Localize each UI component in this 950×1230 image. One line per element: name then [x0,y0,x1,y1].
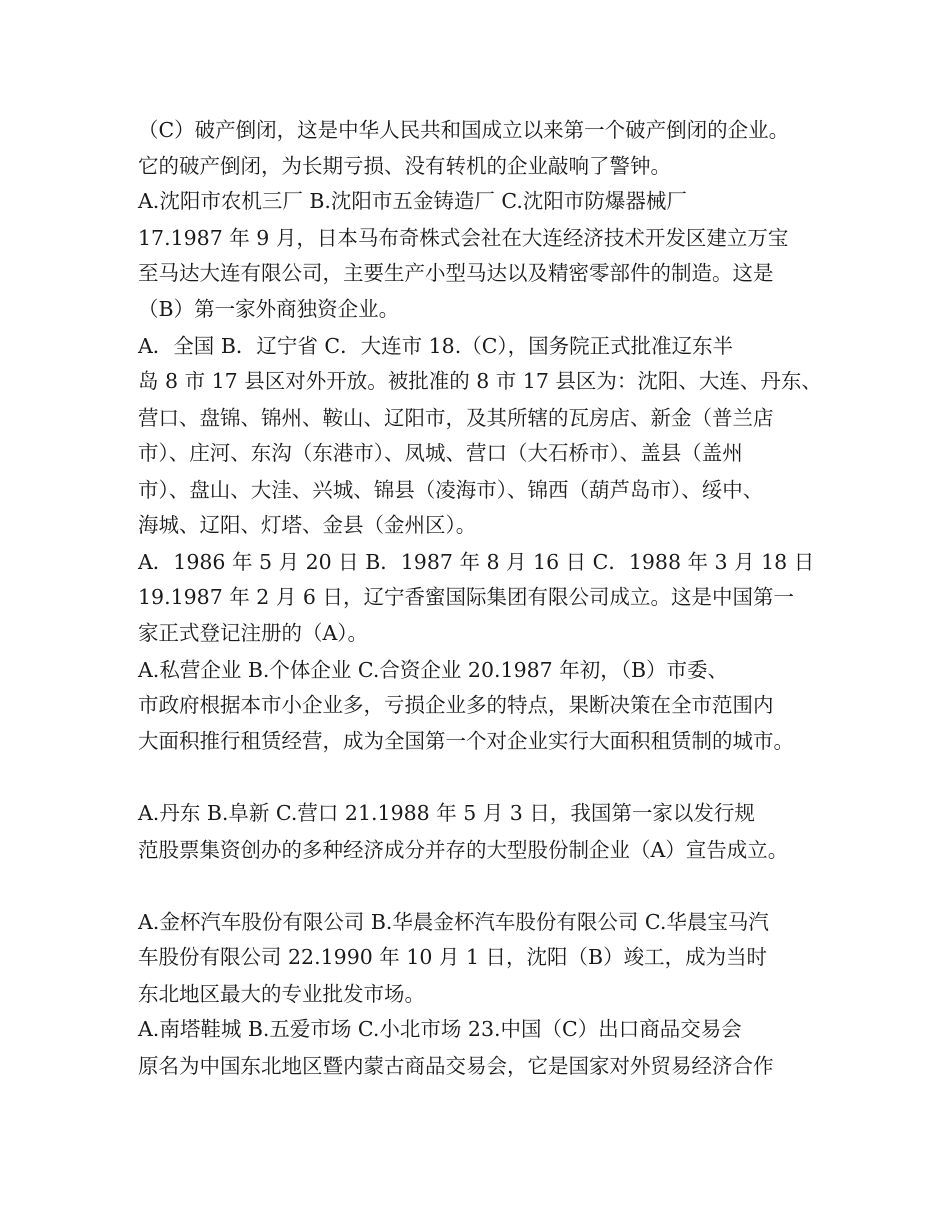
text-line: 东北地区最大的专业批发市场。 [138,982,425,1006]
text-line: A.私营企业 B.个体企业 C.合资企业 20.1987 年初，（B）市委、 [138,658,729,682]
text-line: 它的破产倒闭，为长期亏损、没有转机的企业敲响了警钟。 [138,154,671,178]
text-line: 海城、辽阳、灯塔、金县（金州区）。 [138,513,477,537]
text-line: 市政府根据本市小企业多，亏损企业多的特点，果断决策在全市范围内 [138,693,774,717]
text-line: 至马达大连有限公司，主要生产小型马达以及精密零部件的制造。这是 [138,261,774,285]
text-line: 原名为中国东北地区暨内蒙古商品交易会，它是国家对外贸易经济合作 [138,1054,774,1078]
text-line: 市）、盘山、大洼、兴城、锦县（凌海市）、锦西（葫芦岛市）、绥中、 [138,478,764,502]
text-line: A.金杯汽车股份有限公司 B.华晨金杯汽车股份有限公司 C.华晨宝马汽 [138,910,769,934]
text-line: A．1986 年 5 月 20 日 B．1987 年 8 月 16 日 C．1988 年 3 月 18 日 [138,550,815,574]
text-line: （C）破产倒闭，这是中华人民共和国成立以来第一个破产倒闭的企业。 [138,118,790,142]
text-line: 19.1987 年 2 月 6 日，辽宁香蜜国际集团有限公司成立。这是中国第一 [138,585,794,609]
text-line: 大面积推行租赁经营，成为全国第一个对企业实行大面积租赁制的城市。 [138,729,794,753]
text-line: 车股份有限公司 22.1990 年 10 月 1 日，沈阳（B）竣工，成为当时 [138,945,768,969]
text-line: 岛 8 市 17 县区对外开放。被批准的 8 市 17 县区为：沈阳、大连、丹东、 [138,369,822,393]
text-line: 范股票集资创办的多种经济成分并存的大型股份制企业（A）宣告成立。 [138,838,789,862]
text-line: 市）、庄河、东沟（东港市）、凤城、营口（大石桥市）、盖县（盖州 [138,441,743,465]
text-line: （B）第一家外商独资企业。 [138,297,400,321]
text-line: 17.1987 年 9 月，日本马布奇株式会社在大连经济技术开发区建立万宝 [138,226,789,250]
text-line: 家正式登记注册的（A）。 [138,621,369,645]
text-line: A.沈阳市农机三厂 B.沈阳市五金铸造厂 C.沈阳市防爆器械厂 [138,189,687,213]
text-line: A.丹东 B.阜新 C.营口 21.1988 年 5 月 3 日，我国第一家以发行规 [138,801,755,825]
text-line: A．全国 B．辽宁省 C．大连市 18.（C），国务院正式批准辽东半 [138,334,734,358]
text-line: 营口、盘锦、锦州、鞍山、辽阳市，及其所辖的瓦房店、新金（普兰店 [138,406,774,430]
text-line: A.南塔鞋城 B.五爱市场 C.小北市场 23.中国（C）出口商品交易会 [138,1017,742,1041]
